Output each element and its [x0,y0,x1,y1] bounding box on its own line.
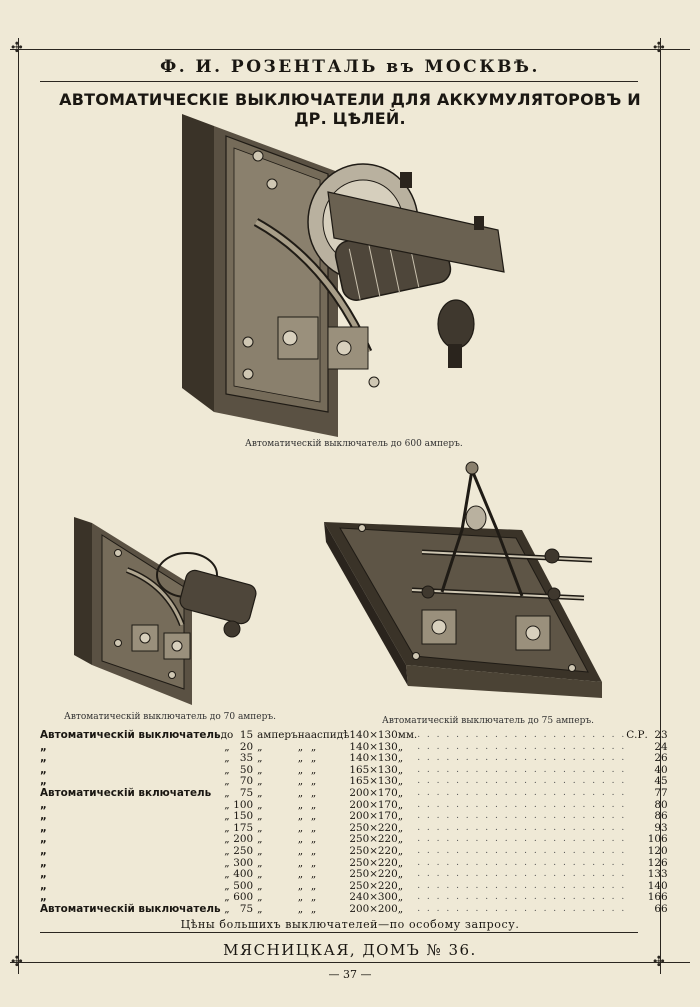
price-upto-cell: „ [224,821,230,834]
price-mm-cell: „ [397,891,404,904]
price-upto-cell: „ [224,810,230,823]
price-currency-cell [626,846,648,858]
price-upto-cell: „ [224,763,230,776]
price-upto-cell: „ [224,902,230,915]
price-unit-cell: „ [257,844,263,857]
price-amps-cell: 15 [239,729,254,741]
dot-leader: . . . . . . . . . . . . . . . . . . . . . . [417,903,627,914]
price-table [40,730,668,916]
price-currency-cell [626,742,648,754]
price-value-cell: 80 [654,798,668,811]
price-on-cell: „ [297,763,304,776]
price-unit-cell: „ [257,775,263,788]
price-mm-cell: „ [397,879,404,892]
price-name-cell: „ [40,891,47,904]
price-on-cell: „ [297,786,304,799]
price-unit-cell: „ [257,763,263,776]
price-mm-cell: „ [397,821,404,834]
store-address: МЯСНИЦКАЯ, ДОМЪ № 36. [223,941,477,959]
price-currency-cell [626,753,648,765]
price-slate-cell: „ [310,740,317,753]
price-name-cell: „ [40,856,47,869]
corner-ornament-icon: ✣ [11,40,23,56]
price-on-cell: „ [297,821,304,834]
dot-leader: . . . . . . . . . . . . . . . . . . . . . . [417,741,627,752]
caption-switch-600a: Автоматическій выключатель до 600 амперъ. [245,439,463,449]
price-on-cell: „ [297,844,304,857]
price-size-cell: 165×130 [349,775,398,788]
price-upto-cell: „ [224,775,230,788]
price-unit-cell: „ [257,879,263,892]
price-value-cell: 77 [654,786,668,799]
price-currency-cell [626,765,648,777]
price-on-cell: „ [297,856,304,869]
price-upto-cell: „ [224,798,230,811]
price-mm-cell: „ [397,775,404,788]
price-currency-cell [626,892,648,904]
price-slate-cell: „ [310,891,317,904]
price-row [40,869,668,881]
firm-name: Ф. И. РОЗЕНТАЛЬ въ МОСКВѢ. [160,57,540,77]
price-upto-cell: „ [224,844,230,857]
price-amps-cell: 70 [239,775,254,788]
price-unit-cell: „ [257,786,263,799]
price-on-cell: „ [297,752,304,765]
price-mm-cell: „ [397,798,404,811]
price-upto-cell: „ [224,891,230,904]
price-on-cell: „ [297,879,304,892]
dot-leader: . . . . . . . . . . . . . . . . . . . . . . [417,880,627,891]
price-name-cell: „ [40,833,47,846]
price-value-cell: 40 [654,763,668,776]
price-slate-cell: „ [310,786,317,799]
price-size-cell: 250×220 [349,856,398,869]
price-slate-cell: аспидѣ [310,729,350,741]
price-value-cell: 166 [647,891,668,904]
price-unit-cell: „ [257,821,263,834]
price-slate-cell: „ [310,868,317,881]
dot-leader: . . . . . . . . . . . . . . . . . . . . . . [417,776,627,787]
price-mm-cell: мм. [397,729,418,741]
price-slate-cell: „ [310,798,317,811]
price-slate-cell: „ [310,902,317,915]
price-currency-cell [626,904,648,916]
price-upto-cell: „ [224,786,230,799]
price-name-cell: „ [40,844,47,857]
price-size-cell: 200×200 [349,902,398,915]
price-amps-cell: 150 [233,810,254,823]
price-value-cell: 106 [647,833,668,846]
price-value-cell: 45 [654,775,668,788]
price-mm-cell: „ [397,763,404,776]
price-value-cell: 140 [647,879,668,892]
price-row [40,730,668,742]
price-footnote: Цѣны большихъ выключателей—по особому запросу. [180,918,520,931]
price-currency-cell [626,776,648,788]
price-currency-cell [626,823,648,835]
price-unit-cell: „ [257,752,263,765]
price-upto-cell: „ [224,833,230,846]
price-currency-cell [626,811,648,823]
price-slate-cell: „ [310,775,317,788]
price-upto-cell: „ [224,752,230,765]
price-amps-cell: 600 [233,891,254,904]
dot-leader: . . . . . . . . . . . . . . . . . . . . . . [417,730,627,740]
dot-leader: . . . . . . . . . . . . . . . . . . . . . . [417,845,627,856]
price-on-cell: „ [297,833,304,846]
price-value-cell: 26 [654,752,668,765]
price-row [40,846,668,858]
price-on-cell: на [297,729,311,741]
price-mm-cell: „ [397,786,404,799]
price-slate-cell: „ [310,763,317,776]
price-upto-cell: до [220,729,234,741]
dot-leader: . . . . . . . . . . . . . . . . . . . . . . [417,834,627,845]
left-border-line [18,38,19,974]
price-mm-cell: „ [397,833,404,846]
price-size-cell: 250×220 [349,821,398,834]
price-value-cell: 23 [654,729,668,741]
price-upto-cell: „ [224,879,230,892]
price-currency-cell [626,869,648,881]
corner-ornament-icon: ✣ [653,954,665,970]
price-slate-cell: „ [310,844,317,857]
price-slate-cell: „ [310,879,317,892]
price-on-cell: „ [297,775,304,788]
caption-switch-70a: Автоматическій выключатель до 70 амперъ. [64,712,276,722]
price-amps-cell: 20 [239,740,254,753]
price-value-cell: 24 [654,740,668,753]
price-name-cell: „ [40,798,47,811]
price-on-cell: „ [297,891,304,904]
price-currency-cell [626,834,648,846]
price-currency-cell [626,788,648,800]
price-unit-cell: „ [257,798,263,811]
price-name-cell: „ [40,868,47,881]
dot-leader: . . . . . . . . . . . . . . . . . . . . . . [417,764,627,775]
price-size-cell: 240×300 [349,891,398,904]
price-amps-cell: 175 [233,821,254,834]
header-rule [40,81,638,82]
price-name-cell: Автоматическій выключатель [40,902,221,915]
price-amps-cell: 75 [239,786,254,799]
price-size-cell: 165×130 [349,763,398,776]
price-size-cell: 250×220 [349,879,398,892]
price-currency-cell [626,800,648,812]
price-unit-cell: амперъ [257,729,298,741]
page-number: — 37 — [328,968,372,981]
price-slate-cell: „ [310,752,317,765]
page-title: АВТОМАТИЧЕСКІЕ ВЫКЛЮЧАТЕЛИ ДЛЯ АККУМУЛЯТОРОВЪ И ДР. ЦѢЛЕЙ. [59,90,641,128]
bottom-border-line [10,962,690,963]
price-size-cell: 140×130 [349,752,398,765]
price-amps-cell: 500 [233,879,254,892]
price-unit-cell: „ [257,902,263,915]
price-name-cell: „ [40,810,47,823]
price-unit-cell: „ [257,833,263,846]
price-on-cell: „ [297,810,304,823]
caption-switch-75a: Автоматическій выключатель до 75 амперъ. [382,716,594,726]
price-mm-cell: „ [397,902,404,915]
price-row [40,788,668,800]
dot-leader: . . . . . . . . . . . . . . . . . . . . . . [417,753,627,764]
price-size-cell: 250×220 [349,833,398,846]
price-upto-cell: „ [224,740,230,753]
price-amps-cell: 100 [233,798,254,811]
price-size-cell: 140×130 [349,740,398,753]
price-name-cell: „ [40,821,47,834]
price-amps-cell: 250 [233,844,254,857]
price-size-cell: 250×220 [349,844,398,857]
price-slate-cell: „ [310,833,317,846]
price-size-cell: 200×170 [349,786,398,799]
price-mm-cell: „ [397,868,404,881]
price-name-cell: „ [40,752,47,765]
price-size-cell: 140×130 [349,729,398,741]
price-name-cell: „ [40,763,47,776]
price-amps-cell: 35 [239,752,254,765]
price-slate-cell: „ [310,810,317,823]
price-name-cell: Автоматическій выключатель [40,729,221,741]
price-size-cell: 200×170 [349,810,398,823]
price-unit-cell: „ [257,856,263,869]
top-border-line [10,49,690,50]
price-slate-cell: „ [310,821,317,834]
price-unit-cell: „ [257,868,263,881]
price-value-cell: 86 [654,810,668,823]
price-name-cell: Автоматическій включатель [40,786,212,799]
switch-70a-illustration [72,515,264,705]
price-currency-cell [626,881,648,893]
price-mm-cell: „ [397,752,404,765]
price-amps-cell: 200 [233,833,254,846]
footer-rule [40,932,638,933]
price-value-cell: 66 [654,902,668,915]
price-on-cell: „ [297,798,304,811]
price-amps-cell: 400 [233,868,254,881]
price-unit-cell: „ [257,891,263,904]
price-name-cell: „ [40,879,47,892]
dot-leader: . . . . . . . . . . . . . . . . . . . . . . [417,822,627,833]
price-mm-cell: „ [397,740,404,753]
dot-leader: . . . . . . . . . . . . . . . . . . . . . . [417,787,627,798]
price-value-cell: 133 [647,868,668,881]
price-value-cell: 93 [654,821,668,834]
price-row [40,904,668,916]
dot-leader: . . . . . . . . . . . . . . . . . . . . . . [417,869,627,880]
dot-leader: . . . . . . . . . . . . . . . . . . . . . . [417,811,627,822]
dot-leader: . . . . . . . . . . . . . . . . . . . . . . [417,799,627,810]
price-amps-cell: 50 [239,763,254,776]
price-upto-cell: „ [224,868,230,881]
price-upto-cell: „ [224,856,230,869]
switch-75a-illustration [322,460,604,710]
price-row [40,811,668,823]
corner-ornament-icon: ✣ [11,954,23,970]
price-size-cell: 200×170 [349,798,398,811]
price-currency-cell [626,858,648,870]
price-mm-cell: „ [397,856,404,869]
price-unit-cell: „ [257,740,263,753]
price-slate-cell: „ [310,856,317,869]
price-amps-cell: 300 [233,856,254,869]
switch-600a-illustration [178,112,510,437]
price-on-cell: „ [297,740,304,753]
price-mm-cell: „ [397,810,404,823]
price-currency-cell: С.Р. [626,729,648,741]
price-name-cell: „ [40,775,47,788]
price-on-cell: „ [297,902,304,915]
price-name-cell: „ [40,740,47,753]
dot-leader: . . . . . . . . . . . . . . . . . . . . . . [417,892,627,903]
price-amps-cell: 75 [239,902,254,915]
price-value-cell: 126 [647,856,668,869]
dot-leader: . . . . . . . . . . . . . . . . . . . . . . [417,857,627,868]
price-mm-cell: „ [397,844,404,857]
price-unit-cell: „ [257,810,263,823]
price-value-cell: 120 [647,844,668,857]
corner-ornament-icon: ✣ [653,40,665,56]
price-size-cell: 250×220 [349,868,398,881]
price-on-cell: „ [297,868,304,881]
